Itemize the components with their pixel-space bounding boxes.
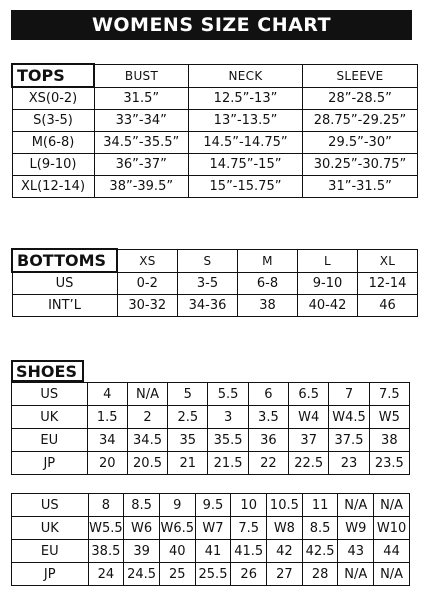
table-cell: N/A	[374, 494, 410, 517]
table-cell: 25.5	[195, 563, 231, 586]
table-row	[12, 494, 410, 517]
table-row	[12, 452, 410, 475]
table-cell: 10	[231, 494, 267, 517]
table-cell: 11	[302, 494, 338, 517]
table-row	[12, 540, 410, 563]
table-cell: 38	[238, 295, 298, 317]
size-label: M(6-8)	[12, 132, 94, 154]
table-row	[12, 272, 418, 295]
table-cell: 30.25”-30.75”	[303, 154, 418, 176]
table-cell: 10.5	[267, 494, 303, 517]
table-cell: 34.5”-35.5”	[94, 132, 189, 154]
table-cell: 42.5	[302, 540, 338, 563]
tops-col-bust: BUST	[94, 64, 189, 87]
row-label: US	[12, 383, 88, 406]
table-cell: 22.5	[289, 452, 329, 475]
tops-table	[11, 63, 418, 198]
table-cell: 22	[248, 452, 288, 475]
table-cell: W5	[369, 406, 409, 429]
table-cell: W5.5	[88, 517, 124, 540]
table-row	[12, 295, 418, 317]
table-cell: 41	[195, 540, 231, 563]
table-cell: 36”-37”	[94, 154, 189, 176]
tops-col-sleeve: SLEEVE	[303, 64, 418, 87]
table-cell: 38	[369, 429, 409, 452]
table-cell: 39	[124, 540, 160, 563]
bottoms-col-l: L	[298, 249, 358, 272]
table-cell: W4.5	[329, 406, 369, 429]
table-cell: 27	[267, 563, 303, 586]
row-label: UK	[12, 406, 88, 429]
table-cell: 42	[267, 540, 303, 563]
tops-header-row	[12, 64, 418, 87]
table-cell: N/A	[338, 563, 374, 586]
table-cell: W6.5	[159, 517, 195, 540]
table-cell: 7	[329, 383, 369, 406]
table-cell: 5	[168, 383, 208, 406]
table-cell: 4	[87, 383, 127, 406]
table-cell: W6	[124, 517, 160, 540]
shoes-table-2	[11, 493, 410, 586]
size-label: XS(0-2)	[12, 87, 94, 110]
table-cell: 43	[338, 540, 374, 563]
table-cell: 31”-31.5”	[303, 176, 418, 198]
table-row	[12, 429, 410, 452]
table-cell: 26	[231, 563, 267, 586]
table-cell: 41.5	[231, 540, 267, 563]
table-cell: 7.5	[369, 383, 409, 406]
bottoms-col-xl: XL	[358, 249, 418, 272]
table-cell: 40	[159, 540, 195, 563]
shoes-table-1	[11, 382, 410, 475]
table-cell: 2.5	[168, 406, 208, 429]
table-cell: 25	[159, 563, 195, 586]
table-cell: 8.5	[124, 494, 160, 517]
table-cell: 13”-13.5”	[189, 110, 303, 132]
table-row	[12, 517, 410, 540]
row-label: UK	[12, 517, 89, 540]
shoes-label: SHOES	[11, 360, 84, 382]
table-cell: 33”-34”	[94, 110, 189, 132]
table-cell: 35	[168, 429, 208, 452]
table-cell: 46	[358, 295, 418, 317]
table-cell: 36	[248, 429, 288, 452]
table-row	[12, 563, 410, 586]
table-cell: 15”-15.75”	[189, 176, 303, 198]
table-cell: W9	[338, 517, 374, 540]
table-cell: 9.5	[195, 494, 231, 517]
table-cell: W4	[289, 406, 329, 429]
table-cell: 28”-28.5”	[303, 87, 418, 110]
table-cell: 6.5	[289, 383, 329, 406]
page-title: WOMENS SIZE CHART	[11, 10, 412, 40]
size-label: L(9-10)	[12, 154, 94, 176]
table-cell: 8.5	[302, 517, 338, 540]
bottoms-header-row	[12, 249, 418, 272]
table-cell: 35.5	[208, 429, 248, 452]
table-cell: 29.5”-30”	[303, 132, 418, 154]
table-cell: 8	[88, 494, 124, 517]
table-row	[12, 110, 418, 132]
table-cell: 40-42	[298, 295, 358, 317]
table-cell: 37	[289, 429, 329, 452]
row-label: US	[12, 494, 89, 517]
table-cell: 30-32	[117, 295, 178, 317]
table-cell: 5.5	[208, 383, 248, 406]
table-cell: N/A	[338, 494, 374, 517]
table-cell: 28.75”-29.25”	[303, 110, 418, 132]
table-cell: 3	[208, 406, 248, 429]
bottoms-col-xs: XS	[117, 249, 178, 272]
table-cell: 38”-39.5”	[94, 176, 189, 198]
table-cell: 6	[248, 383, 288, 406]
table-cell: N/A	[374, 563, 410, 586]
table-row	[12, 132, 418, 154]
table-cell: 14.75”-15”	[189, 154, 303, 176]
bottoms-label: BOTTOMS	[12, 249, 117, 272]
table-row	[12, 406, 410, 429]
table-cell: 6-8	[238, 272, 298, 295]
table-cell: 44	[374, 540, 410, 563]
table-cell: W10	[374, 517, 410, 540]
tops-label: TOPS	[12, 64, 94, 87]
table-cell: 3.5	[248, 406, 288, 429]
tops-col-neck: NECK	[189, 64, 303, 87]
table-cell: 34.5	[127, 429, 167, 452]
table-cell: 38.5	[88, 540, 124, 563]
table-cell: 34	[87, 429, 127, 452]
table-cell: 23.5	[369, 452, 409, 475]
table-cell: 21	[168, 452, 208, 475]
table-cell: 9	[159, 494, 195, 517]
table-cell: 23	[329, 452, 369, 475]
table-cell: W7	[195, 517, 231, 540]
table-row	[12, 154, 418, 176]
table-cell: 34-36	[178, 295, 238, 317]
table-cell: N/A	[127, 383, 167, 406]
row-label: EU	[12, 429, 88, 452]
table-cell: 20.5	[127, 452, 167, 475]
table-cell: 3-5	[178, 272, 238, 295]
row-label: JP	[12, 452, 88, 475]
table-cell: 24.5	[124, 563, 160, 586]
table-cell: 24	[88, 563, 124, 586]
table-cell: 21.5	[208, 452, 248, 475]
table-cell: 2	[127, 406, 167, 429]
table-cell: 12-14	[358, 272, 418, 295]
table-cell: 28	[302, 563, 338, 586]
table-cell: 12.5”-13”	[189, 87, 303, 110]
table-cell: 0-2	[117, 272, 178, 295]
table-cell: 31.5”	[94, 87, 189, 110]
table-row	[12, 87, 418, 110]
bottoms-table	[11, 248, 418, 317]
size-label: XL(12-14)	[12, 176, 94, 198]
size-label: S(3-5)	[12, 110, 94, 132]
table-cell: 7.5	[231, 517, 267, 540]
table-cell: 37.5	[329, 429, 369, 452]
table-row	[12, 176, 418, 198]
table-cell: 20	[87, 452, 127, 475]
row-label: US	[12, 272, 117, 295]
row-label: EU	[12, 540, 89, 563]
row-label: JP	[12, 563, 89, 586]
table-cell: 9-10	[298, 272, 358, 295]
bottoms-col-m: M	[238, 249, 298, 272]
bottoms-col-s: S	[178, 249, 238, 272]
table-row	[12, 383, 410, 406]
row-label: INT’L	[12, 295, 117, 317]
table-cell: 14.5”-14.75”	[189, 132, 303, 154]
table-cell: W8	[267, 517, 303, 540]
table-cell: 1.5	[87, 406, 127, 429]
